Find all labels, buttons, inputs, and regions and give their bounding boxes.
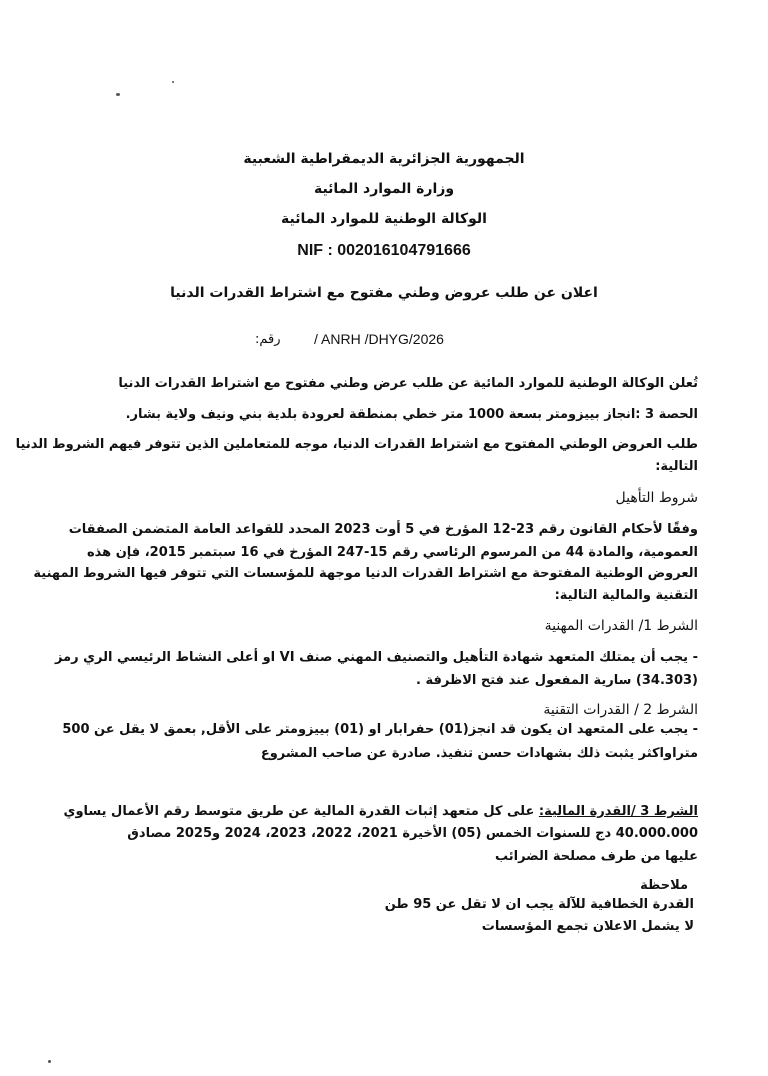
notes-line: القدرة الخطافية للآلة يجب ان لا تقل عن 95 طن (384, 897, 694, 912)
scan-speck (48, 1060, 51, 1063)
notes-line: لا يشمل الاعلان تجمع المؤسسات (481, 919, 694, 934)
condition1-line: (34.303) سارية المفعول عند فتح الاظرفة . (416, 673, 698, 688)
qualification-line: وفقًا لأحكام القانون رقم 23-12 المؤرخ في 5 أوت 2023 المحدد للقواعد العامة المتضمن الصفقات (68, 522, 698, 537)
lot-description: الحصة 3 :انجاز بييزومتر بسعة 1000 متر خطي بمنطقة لعرودة بلدية بني ونيف ولاية بشار. (125, 407, 698, 422)
qualification-line: العروض الوطنية المفتوحة مع اشتراط القدرات الدنيا موجهة للمؤسسات التي تتوفر فيها الشروط المهنية (33, 566, 698, 581)
republic-heading: الجمهورية الجزائرية الديمقراطية الشعبية (243, 151, 525, 167)
intro-line: التالية: (655, 459, 698, 474)
condition1-heading: الشرط 1/ القدرات المهنية (544, 618, 698, 634)
ministry-heading: وزارة الموارد المائية (313, 181, 455, 197)
condition2-line: - يجب على المتعهد ان يكون قد انجز(01) حفرابار او (01) بييزومتر على الأقل, بعمق لا يقل عن 500 (62, 722, 698, 737)
qualification-line: التقنية والمالية التالية: (554, 588, 698, 603)
condition3-text: على كل متعهد إثبات القدرة المالية عن طريق متوسط رقم الأعمال يساوي (63, 804, 535, 819)
nif-number: NIF : 002016104791666 (297, 242, 471, 259)
notes-heading: ملاحظة (640, 878, 688, 893)
intro-line: طلب العروض الوطني المفتوح مع اشتراط القدرات الدنيا، موجه للمتعاملين الذين تتوفر فيهم الشروط الدنيا (15, 437, 698, 452)
reference-label: رقم: (255, 332, 281, 347)
condition3-line: 40.000.000 دج للسنوات الخمس (05) الأخيرة 2021، 2022، 2023، 2024 و2025 مصادق (127, 826, 698, 841)
reference-number: / ANRH /DHYG/2026 (314, 331, 444, 347)
condition3-line: عليها من طرف مصلحة الضرائب (495, 849, 698, 864)
scan-speck (116, 93, 120, 96)
condition2-line: متراواكثر يثبت ذلك بشهادات حسن تنفيذ. صادرة عن صاحب المشروع (260, 746, 698, 761)
agency-heading: الوكالة الوطنية للموارد المائية (281, 211, 487, 227)
condition2-heading: الشرط 2 / القدرات التقنية (543, 702, 698, 718)
qualification-line: العمومية، والمادة 44 من المرسوم الرئاسي رقم 15-247 المؤرخ في 16 سبتمبر 2015، فإن هذه (86, 545, 698, 560)
announcement-title: اعلان عن طلب عروض وطني مفتوح مع اشتراط القدرات الدنيا (170, 285, 598, 301)
condition3-heading: الشرط 3 /القدرة المالية: (538, 804, 698, 819)
condition1-line: - يجب أن يمتلك المتعهد شهادة التأهيل والتصنيف المهني صنف VI او أعلى النشاط الرئيسي الري رمز (54, 650, 698, 665)
qualification-heading: شروط التأهيل (615, 490, 698, 506)
condition3-line (64, 804, 698, 819)
scan-speck (172, 81, 174, 83)
intro-line: تُعلن الوكالة الوطنية للموارد المائية عن طلب عرض وطني مفتوح مع اشتراط القدرات الدنيا (118, 376, 698, 391)
